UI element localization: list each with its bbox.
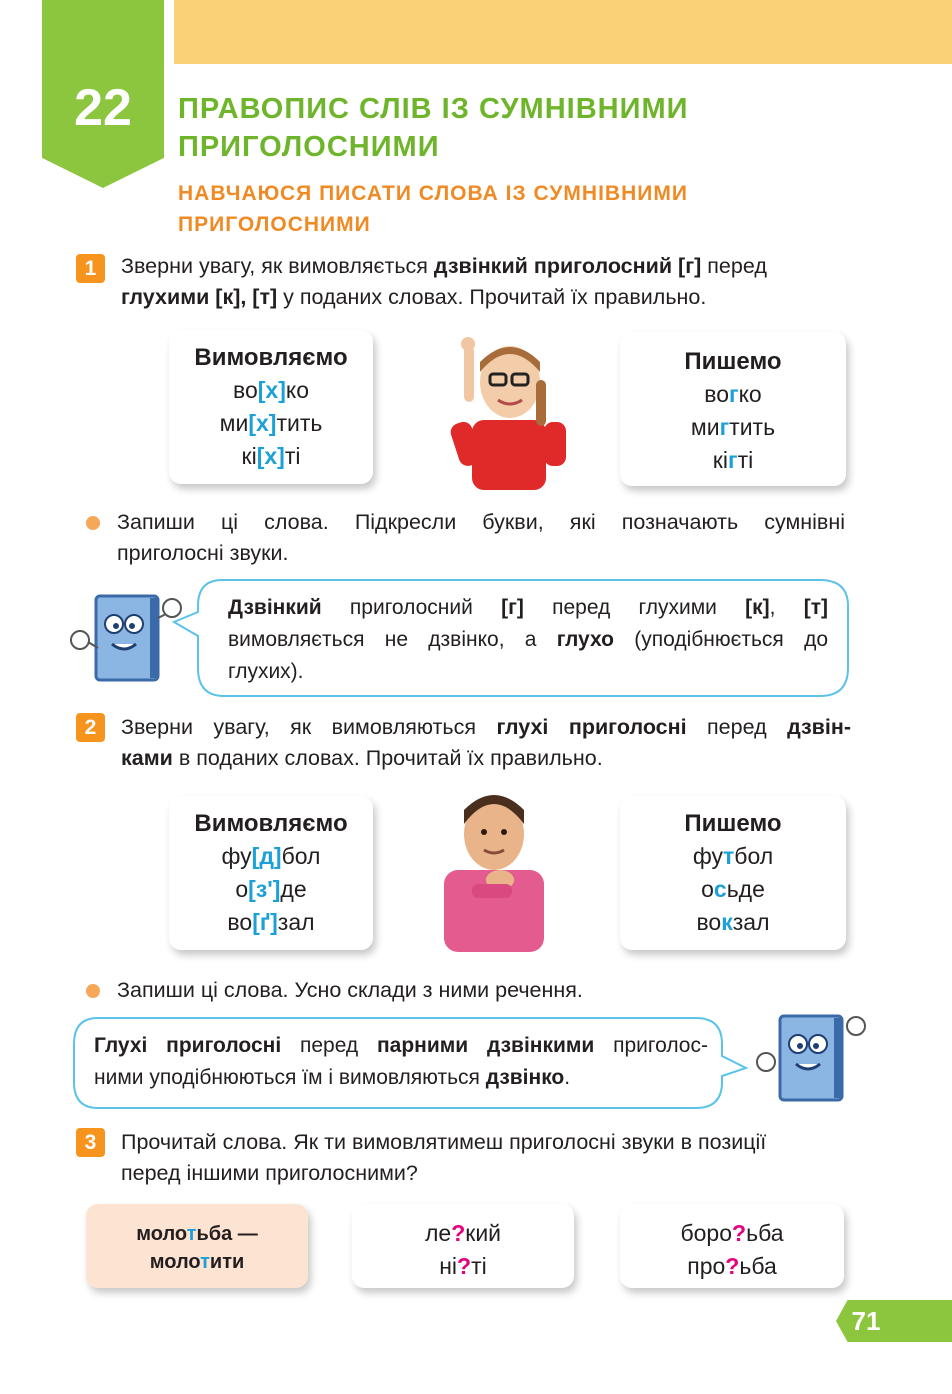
word-part: ні bbox=[439, 1253, 458, 1279]
task-1-line-1 bbox=[121, 251, 861, 282]
word-line bbox=[620, 873, 846, 906]
text-run: приголосний bbox=[321, 596, 502, 619]
word-part: боро bbox=[680, 1220, 733, 1246]
task-3-card-2 bbox=[352, 1204, 574, 1288]
task-3-line-2: перед іншими приголосними? bbox=[121, 1161, 418, 1185]
task-2-write-card bbox=[620, 796, 846, 950]
highlighted-letter: г bbox=[719, 414, 730, 440]
subtitle-line-1: НАВЧАЮСЯ ПИСАТИ СЛОВА ІЗ СУМНІВНИМИ bbox=[178, 182, 688, 205]
book-mascot-icon bbox=[752, 1008, 872, 1112]
word-part: зал bbox=[277, 909, 315, 935]
word-line bbox=[352, 1217, 574, 1250]
pronounce-words bbox=[169, 374, 373, 473]
pronounce-title: Вимовляємо bbox=[194, 810, 348, 837]
word-part: ьба bbox=[739, 1253, 777, 1279]
word-line bbox=[169, 407, 373, 440]
task-3-line-1: Прочитай слова. Як ти вимовлятимеш приголосні звуки в позиції bbox=[121, 1130, 767, 1154]
word-line bbox=[169, 906, 373, 939]
word-part: о bbox=[235, 876, 249, 902]
text-run: перед bbox=[686, 715, 788, 739]
word-part: тить bbox=[276, 410, 323, 436]
word-part: ле bbox=[424, 1220, 452, 1246]
pronounce-title: Вимовляємо bbox=[194, 344, 348, 371]
word-part: зал bbox=[732, 909, 770, 935]
word-part: во bbox=[227, 909, 253, 935]
rule-note-line-1 bbox=[228, 592, 828, 624]
highlighted-letter: т bbox=[186, 1223, 197, 1245]
pronounce-words bbox=[169, 840, 373, 939]
text-run: . bbox=[564, 1066, 571, 1089]
title-line-1: ПРАВОПИС СЛІВ ІЗ СУМНІВНИМИ bbox=[178, 93, 689, 125]
task-1-number: 1 bbox=[76, 254, 105, 283]
task-1-bullet-text bbox=[117, 507, 845, 569]
bullet-dot bbox=[86, 516, 100, 530]
highlighted-letter: ? bbox=[451, 1220, 466, 1246]
highlighted-letter: с bbox=[713, 876, 727, 902]
word-line bbox=[86, 1248, 308, 1276]
highlighted-letter: [д] bbox=[251, 843, 282, 869]
word-part: бол bbox=[281, 843, 321, 869]
task-2-line-2 bbox=[121, 743, 851, 774]
task-3-instruction bbox=[121, 1127, 861, 1189]
bold-text-run: дзвін- bbox=[787, 715, 851, 739]
text-run: перед глухими bbox=[523, 596, 746, 619]
bold-text-run: дзвінкий приголосний [г] bbox=[433, 254, 702, 278]
word-part: ьба — bbox=[196, 1223, 258, 1245]
rule-note-line-2 bbox=[94, 1062, 708, 1094]
highlighted-letter: [з'] bbox=[248, 876, 281, 902]
bold-text-run: глухими [к], [т] bbox=[121, 285, 278, 309]
task-3-example-card bbox=[86, 1204, 308, 1288]
word-part: ми bbox=[219, 410, 249, 436]
rule-note-line-2 bbox=[228, 624, 828, 656]
word-line bbox=[169, 374, 373, 407]
card-3-words bbox=[620, 1217, 844, 1283]
bold-text-run: дзвінко bbox=[485, 1066, 565, 1089]
word-part: ті bbox=[471, 1253, 487, 1279]
highlighted-letter: т bbox=[723, 843, 735, 869]
text-run: в поданих словах. Прочитай їх правильно. bbox=[172, 746, 603, 770]
word-part: во bbox=[232, 377, 258, 403]
word-part: фу bbox=[692, 843, 723, 869]
word-part: тить bbox=[729, 414, 776, 440]
word-line bbox=[169, 873, 373, 906]
word-part: ити bbox=[209, 1251, 245, 1273]
boy-illustration bbox=[438, 784, 550, 952]
word-line bbox=[86, 1220, 308, 1248]
task-1-pronounce-card bbox=[169, 330, 373, 484]
task-1-bullet-line-2: приголосні звуки. bbox=[117, 541, 289, 565]
task-3-number: 3 bbox=[76, 1128, 105, 1157]
task-2-number: 2 bbox=[76, 713, 105, 742]
word-part: ті bbox=[284, 443, 301, 469]
bold-text-run: [т] bbox=[803, 596, 829, 619]
word-line bbox=[620, 411, 846, 444]
word-line bbox=[620, 840, 846, 873]
lesson-title bbox=[178, 90, 778, 166]
lesson-subtitle bbox=[178, 178, 778, 240]
text-run: вимовляється не дзвінко, а bbox=[228, 628, 557, 651]
word-part: кі bbox=[712, 447, 728, 473]
bullet-dot bbox=[86, 984, 100, 998]
bold-text-run: [г] bbox=[501, 596, 524, 619]
highlighted-letter: [х] bbox=[256, 443, 285, 469]
task-1-rule-note bbox=[228, 592, 828, 688]
text-run: у поданих словах. Прочитай їх правильно. bbox=[277, 285, 707, 309]
title-line-2: ПРИГОЛОСНИМИ bbox=[178, 131, 440, 163]
word-part: ьде bbox=[726, 876, 765, 902]
highlighted-letter: г bbox=[729, 381, 739, 407]
text-run: Зверни увагу, як вимовляються bbox=[121, 715, 497, 739]
highlighted-letter: ? bbox=[732, 1220, 747, 1246]
example-words bbox=[86, 1220, 308, 1276]
highlighted-letter: к bbox=[721, 909, 733, 935]
task-3-card-3 bbox=[620, 1204, 844, 1288]
text-run: перед bbox=[281, 1034, 377, 1057]
word-part: ті bbox=[737, 447, 754, 473]
word-part: о bbox=[701, 876, 714, 902]
word-line bbox=[620, 1217, 844, 1250]
text-run: приголос- bbox=[594, 1034, 708, 1057]
bold-text-run: [к] bbox=[745, 596, 770, 619]
word-part: моло bbox=[136, 1223, 187, 1245]
write-title: Пишемо bbox=[684, 348, 782, 375]
bold-text-run: Глухі приголосні bbox=[94, 1034, 282, 1057]
task-2-rule-note bbox=[94, 1030, 708, 1094]
word-line bbox=[620, 906, 846, 939]
write-title: Пишемо bbox=[684, 810, 782, 837]
word-part: кий bbox=[465, 1220, 502, 1246]
card-2-words bbox=[352, 1217, 574, 1283]
word-line bbox=[620, 1250, 844, 1283]
page-number: 71 bbox=[851, 1306, 881, 1336]
write-words bbox=[620, 840, 846, 939]
word-line bbox=[620, 378, 846, 411]
word-line bbox=[620, 444, 846, 477]
text-run: перед bbox=[701, 254, 767, 278]
text-run: ними уподібнюються їм і вимовляються bbox=[94, 1066, 486, 1089]
subtitle-line-2: ПРИГОЛОСНИМИ bbox=[178, 213, 371, 236]
word-part: во bbox=[704, 381, 730, 407]
task-1-instruction bbox=[121, 251, 861, 313]
highlighted-letter: ? bbox=[725, 1253, 740, 1279]
word-line bbox=[169, 440, 373, 473]
task-2-line-1 bbox=[121, 712, 851, 743]
bold-text-run: парними дзвінкими bbox=[376, 1034, 595, 1057]
word-part: ко bbox=[285, 377, 309, 403]
task-2-bullet-text: Запиши ці слова. Усно склади з ними речення. bbox=[117, 978, 583, 1002]
highlighted-letter: [х] bbox=[257, 377, 286, 403]
word-part: ьба bbox=[746, 1220, 784, 1246]
word-part: кі bbox=[241, 443, 257, 469]
word-part: ми bbox=[690, 414, 720, 440]
highlighted-letter: ? bbox=[457, 1253, 472, 1279]
book-mascot-icon bbox=[66, 588, 186, 692]
word-part: про bbox=[687, 1253, 726, 1279]
task-2-pronounce-card bbox=[169, 796, 373, 950]
word-part: моло bbox=[149, 1251, 201, 1273]
word-line bbox=[169, 840, 373, 873]
rule-note-line-1 bbox=[94, 1030, 708, 1062]
word-part: бол bbox=[734, 843, 774, 869]
text-run: Зверни увагу, як вимовляється bbox=[121, 254, 434, 278]
bold-text-run: глухі приголосні bbox=[496, 715, 687, 739]
highlighted-letter: [ґ] bbox=[252, 909, 278, 935]
highlighted-letter: т bbox=[200, 1251, 210, 1273]
girl-illustration bbox=[440, 332, 580, 490]
highlighted-letter: г bbox=[727, 447, 738, 473]
word-line bbox=[352, 1250, 574, 1283]
text-run: (уподібнюється до bbox=[613, 628, 828, 651]
bold-text-run: глухо bbox=[556, 628, 614, 651]
bold-text-run: Дзвінкий bbox=[228, 596, 322, 619]
rule-note-line-3: глухих). bbox=[228, 660, 304, 683]
word-part: фу bbox=[221, 843, 252, 869]
word-part: во bbox=[696, 909, 722, 935]
word-part: де bbox=[280, 876, 307, 902]
task-1-line-2 bbox=[121, 282, 861, 313]
lesson-number: 22 bbox=[74, 79, 132, 137]
task-1-bullet-line-1: Запиши ці слова. Підкресли букви, які позначають сумнівні bbox=[117, 510, 845, 534]
word-part: ко bbox=[738, 381, 762, 407]
header-band bbox=[174, 0, 952, 64]
text-run: , bbox=[769, 596, 804, 619]
task-1-write-card bbox=[620, 332, 846, 486]
bold-text-run: ками bbox=[121, 746, 173, 770]
highlighted-letter: [х] bbox=[248, 410, 277, 436]
write-words bbox=[620, 378, 846, 477]
task-2-instruction bbox=[121, 712, 851, 774]
